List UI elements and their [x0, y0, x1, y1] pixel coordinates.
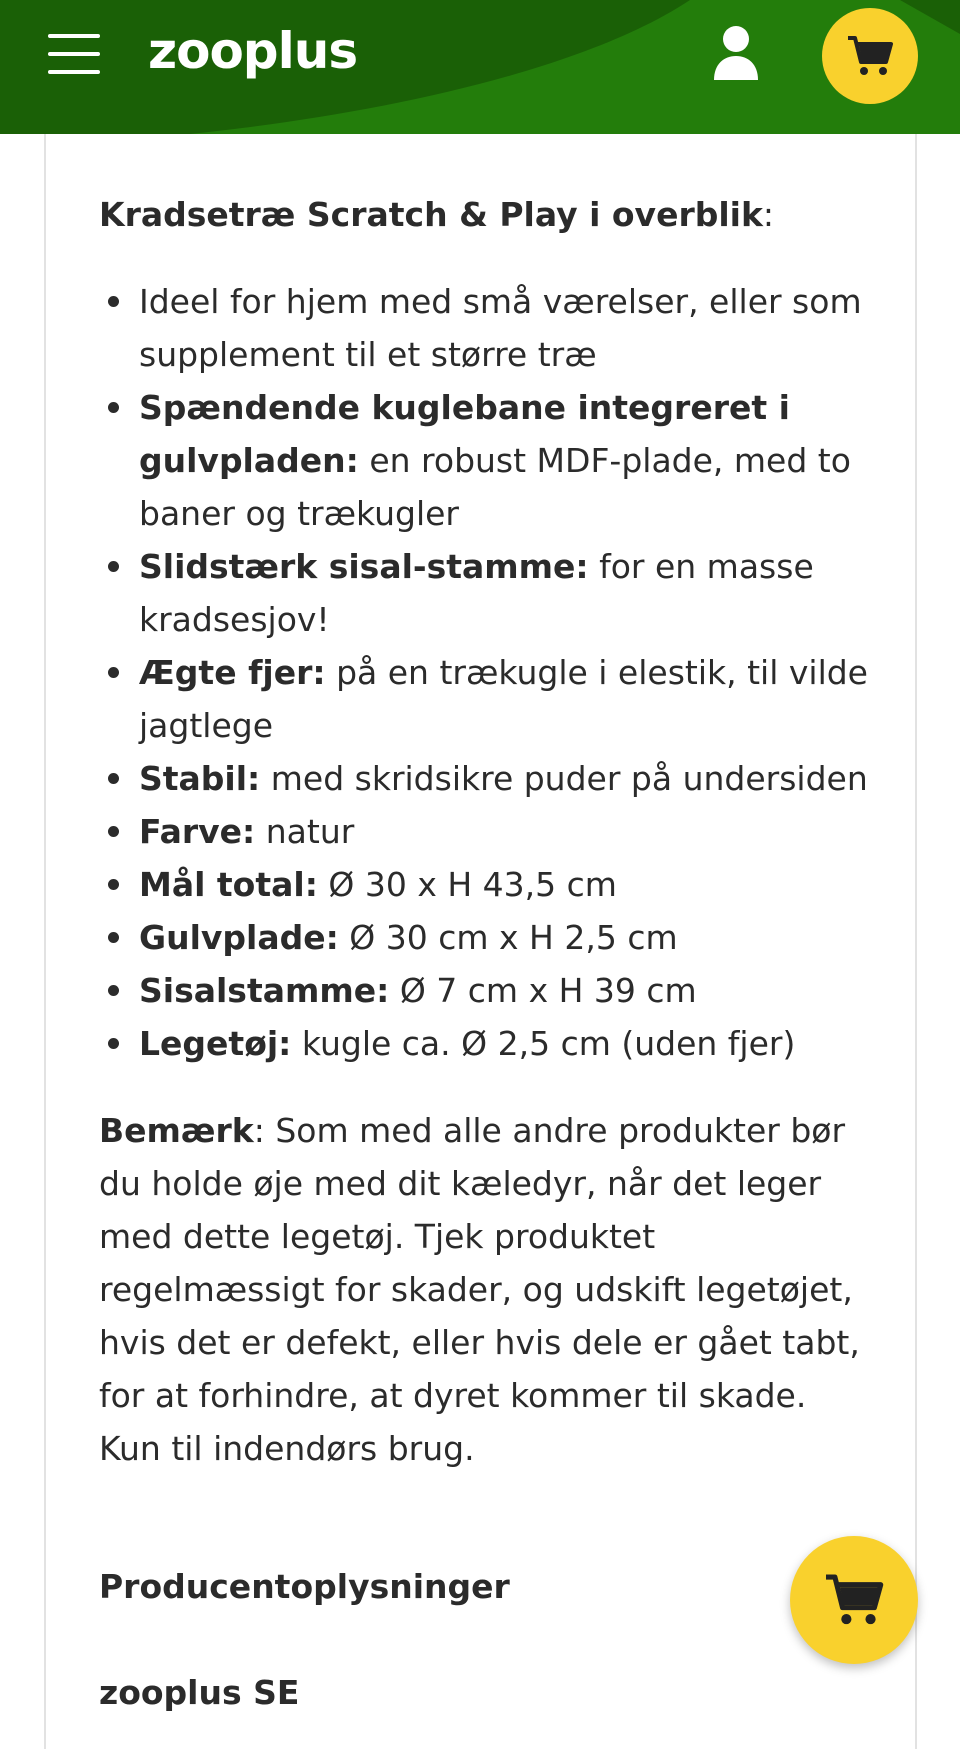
feature-text: Ideel for hjem med små værelser, eller som supplement til et større træ	[139, 282, 862, 374]
feature-label: Spændende kuglebane integreret i gulvpladen:	[139, 388, 790, 480]
feature-label: Farve:	[139, 812, 256, 851]
product-description	[99, 188, 869, 1719]
feature-text: natur	[255, 812, 355, 851]
menu-icon-bar	[48, 70, 100, 74]
safety-note-text: : Som med alle andre produkter bør du holde øje med dit kæledyr, når det leger med dette legetøj. Tjek produktet regelmæssigt for skader, og udskift legetøjet, hvis det er defekt, eller hvis dele er gået tabt, for at forhindre, at dyret kommer til skade. Kun til indendørs brug.	[99, 1111, 860, 1468]
feature-item	[99, 646, 869, 752]
safety-note-label: Bemærk	[99, 1111, 254, 1150]
feature-text: med skridsikre puder på undersiden	[260, 759, 868, 798]
header-background	[0, 0, 960, 134]
menu-icon-bar	[48, 34, 100, 38]
feature-item	[99, 911, 869, 964]
feature-item	[99, 858, 869, 911]
cart-icon	[846, 34, 894, 78]
feature-item	[99, 752, 869, 805]
site-header	[0, 0, 960, 134]
feature-item	[99, 805, 869, 858]
feature-label: Ægte fjer:	[139, 653, 326, 692]
manufacturer-company: zooplus SE	[99, 1673, 300, 1712]
feature-label: Legetøj:	[139, 1024, 292, 1063]
feature-item	[99, 275, 869, 381]
feature-text: Ø 30 x H 43,5 cm	[317, 865, 617, 904]
account-button[interactable]	[708, 24, 764, 84]
floating-cart-button[interactable]	[790, 1536, 918, 1664]
cart-icon	[823, 1572, 885, 1628]
feature-text: en robust MDF-plade, med to baner og trækugler	[139, 441, 851, 533]
menu-button[interactable]	[40, 26, 110, 82]
feature-label: Stabil:	[139, 759, 261, 798]
feature-item	[99, 540, 869, 646]
feature-label: Gulvplade:	[139, 918, 339, 957]
manufacturer-heading: Producentoplysninger	[99, 1567, 510, 1606]
cart-button[interactable]	[822, 8, 918, 104]
feature-item	[99, 1017, 869, 1070]
feature-label: Mål total:	[139, 865, 318, 904]
overview-title	[99, 188, 869, 241]
overview-title-text: Kradsetræ Scratch & Play i overblik	[99, 195, 763, 234]
user-icon	[708, 24, 764, 84]
feature-item	[99, 381, 869, 540]
feature-item	[99, 964, 869, 1017]
feature-text: kugle ca. Ø 2,5 cm (uden fjer)	[291, 1024, 796, 1063]
feature-text: Ø 30 cm x H 2,5 cm	[338, 918, 678, 957]
feature-label: Slidstærk sisal-stamme:	[139, 547, 589, 586]
feature-text: for en masse kradsesjov!	[139, 547, 814, 639]
zooplus-logo[interactable]: zooplus	[148, 22, 358, 80]
overview-title-colon: :	[762, 195, 775, 234]
feature-text: på en trækugle i elestik, til vilde jagtlege	[139, 653, 868, 745]
menu-icon-bar	[48, 52, 100, 56]
feature-label: Sisalstamme:	[139, 971, 390, 1010]
feature-text: Ø 7 cm x H 39 cm	[389, 971, 697, 1010]
safety-note	[99, 1104, 869, 1475]
feature-list	[99, 275, 869, 1070]
